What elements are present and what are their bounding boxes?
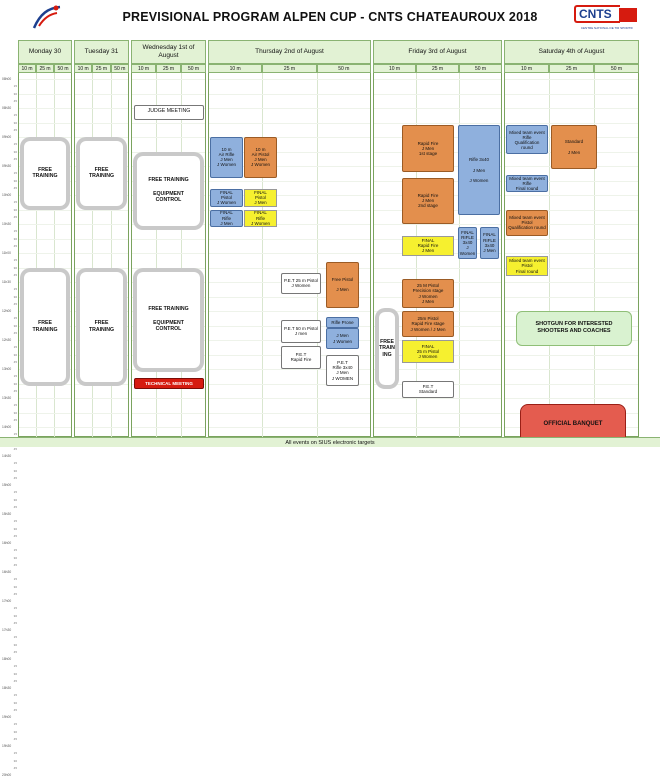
grid-line bbox=[75, 108, 128, 109]
minute-tick: 45 bbox=[13, 417, 17, 422]
grid-line bbox=[132, 79, 205, 80]
range-header: 10 m bbox=[208, 64, 262, 73]
grid-line bbox=[374, 427, 501, 428]
wed-am-block bbox=[133, 152, 204, 230]
minute-tick: 15 bbox=[13, 664, 17, 669]
grid-line bbox=[19, 413, 71, 414]
grid-line bbox=[374, 268, 501, 269]
time-label: 15h00 bbox=[2, 483, 12, 487]
thu-final-pw-block: FINAL Pistol J Women bbox=[210, 189, 243, 206]
time-label: 11h00 bbox=[2, 251, 11, 255]
time-label: 19h00 bbox=[2, 715, 12, 719]
minute-tick: 30 bbox=[13, 671, 17, 676]
grid-line bbox=[75, 253, 128, 254]
grid-line bbox=[374, 123, 501, 124]
day-header: Tuesday 31 bbox=[74, 40, 129, 64]
minute-tick: 45 bbox=[13, 301, 17, 306]
day-header: Saturday 4th of August bbox=[504, 40, 639, 64]
range-header: 25 m bbox=[92, 64, 110, 73]
grid-line bbox=[19, 108, 71, 109]
minute-tick: 15 bbox=[13, 548, 17, 553]
grid-line bbox=[209, 79, 370, 80]
time-label: 18h00 bbox=[2, 657, 12, 661]
minute-tick: 45 bbox=[13, 504, 17, 509]
thu-10m-ar-block: 10 m Air Rifle J Men J Women bbox=[210, 137, 243, 178]
wed-pm-label: FREE TRAINING EQUIPMENT CONTROL bbox=[137, 272, 200, 368]
minute-tick: 15 bbox=[13, 200, 17, 205]
grid-line bbox=[19, 123, 71, 124]
minute-tick: 15 bbox=[13, 287, 17, 292]
thu-pet-rapid-block: P.E.T Rapid Fire bbox=[281, 346, 321, 369]
fri-rapid2-block: Rapid Fire J Men 2nd stage bbox=[402, 178, 454, 224]
grid-line bbox=[132, 94, 205, 95]
minute-tick: 15 bbox=[13, 490, 17, 495]
time-label: 14h00 bbox=[2, 425, 12, 429]
range-divider bbox=[262, 73, 263, 437]
grid-line bbox=[75, 210, 128, 211]
minute-tick: 45 bbox=[13, 214, 17, 219]
fri-final-r-m-block: FINAL RIFLE 3x40 J Men bbox=[480, 227, 499, 259]
day-header: Wednesday 1st of August bbox=[131, 40, 206, 64]
minute-tick: 15 bbox=[13, 142, 17, 147]
fri-rifle3x40-block: Rifle 3x40 J Men J Women bbox=[458, 125, 500, 215]
fri-final-rapid-block: FINAL Rapid Fire J Men bbox=[402, 236, 454, 256]
grid-line bbox=[505, 355, 638, 356]
thu-pet25-block: P.E.T 25 m Pistol J Women bbox=[281, 273, 321, 293]
minute-tick: 30 bbox=[13, 120, 17, 125]
minute-tick: 45 bbox=[13, 359, 17, 364]
grid-line bbox=[75, 79, 128, 80]
grid-line bbox=[209, 108, 370, 109]
time-label: 17h30 bbox=[2, 628, 12, 632]
grid-line bbox=[505, 239, 638, 240]
thu-pet-3x40-block: P.E.T Rifle 3x40 J Men J WOMEN bbox=[326, 355, 359, 387]
thu-10m-ap-block: 10 m Air Pistol J Men J Women bbox=[244, 137, 277, 178]
grid-line bbox=[19, 398, 71, 399]
thu-final-rw-block: FINAL Rifle J Women bbox=[244, 210, 277, 227]
day-header: Monday 30 bbox=[18, 40, 72, 64]
thu-free-pistol-block: Free Pistol J Men bbox=[326, 262, 359, 308]
thu-pet50p-block: P.E.T 50 m Pistol J men bbox=[281, 320, 321, 343]
fri-pet-std-block: P.E.T Standard bbox=[402, 381, 454, 398]
time-label: 15h30 bbox=[2, 512, 12, 516]
tue-am-label: FREE TRAINING bbox=[80, 141, 123, 206]
minute-tick: 15 bbox=[13, 519, 17, 524]
grid-line bbox=[505, 79, 638, 80]
minute-tick: 30 bbox=[13, 236, 17, 241]
grid-line bbox=[209, 427, 370, 428]
minute-tick: 30 bbox=[13, 381, 17, 386]
time-label: 10h30 bbox=[2, 222, 12, 226]
minute-tick: 30 bbox=[13, 497, 17, 502]
grid-line bbox=[505, 369, 638, 370]
minute-tick: 45 bbox=[13, 736, 17, 741]
minute-tick: 15 bbox=[13, 171, 17, 176]
range-header: 50 m bbox=[54, 64, 72, 73]
time-label: 09h30 bbox=[2, 164, 12, 168]
minute-tick: 15 bbox=[13, 461, 17, 466]
minute-tick: 30 bbox=[13, 294, 17, 299]
range-header: 50 m bbox=[594, 64, 639, 73]
minute-tick: 45 bbox=[13, 272, 17, 277]
minute-tick: 45 bbox=[13, 446, 17, 451]
fri-free-block bbox=[375, 308, 399, 389]
minute-tick: 15 bbox=[13, 432, 17, 437]
minute-tick: 15 bbox=[13, 722, 17, 727]
fri-25m-prec-block: 25 M Pistol Precision stage J Women J Men bbox=[402, 279, 454, 308]
tue-pm-block bbox=[76, 268, 127, 387]
range-header: 25 m bbox=[36, 64, 54, 73]
grid-line bbox=[505, 282, 638, 283]
grid-line bbox=[19, 224, 71, 225]
grid-line bbox=[132, 137, 205, 138]
mon-pm-label: FREE TRAINING bbox=[24, 272, 66, 383]
minute-tick: 45 bbox=[13, 475, 17, 480]
range-header: 50 m bbox=[111, 64, 129, 73]
grid-line bbox=[19, 210, 71, 211]
day-header: Friday 3rd of August bbox=[373, 40, 502, 64]
minute-tick: 15 bbox=[13, 577, 17, 582]
minute-tick: 15 bbox=[13, 403, 17, 408]
time-label: 14h30 bbox=[2, 454, 12, 458]
minute-tick: 45 bbox=[13, 678, 17, 683]
time-label: 13h00 bbox=[2, 367, 12, 371]
grid-line bbox=[505, 123, 638, 124]
minute-tick: 30 bbox=[13, 323, 17, 328]
grid-line bbox=[374, 108, 501, 109]
range-header: 10 m bbox=[504, 64, 549, 73]
grid-line bbox=[505, 195, 638, 196]
time-label: 20h00 bbox=[2, 773, 12, 777]
minute-tick: 45 bbox=[13, 98, 17, 103]
minute-tick: 30 bbox=[13, 352, 17, 357]
grid-line bbox=[374, 79, 501, 80]
sat-banquet-block: OFFICIAL BANQUET bbox=[520, 404, 626, 445]
range-divider bbox=[317, 73, 318, 437]
grid-line bbox=[75, 427, 128, 428]
minute-tick: 15 bbox=[13, 374, 17, 379]
grid-line bbox=[505, 398, 638, 399]
minute-tick: 45 bbox=[13, 156, 17, 161]
minute-tick: 45 bbox=[13, 591, 17, 596]
grid-line bbox=[132, 398, 205, 399]
minute-tick: 15 bbox=[13, 606, 17, 611]
time-label: 10h00 bbox=[2, 193, 12, 197]
minute-tick: 30 bbox=[13, 729, 17, 734]
grid-line bbox=[132, 123, 205, 124]
grid-line bbox=[374, 94, 501, 95]
grid-line bbox=[209, 181, 370, 182]
minute-tick: 45 bbox=[13, 649, 17, 654]
sat-mixed-pistol-block: Mixed team event Pistol Qualification round bbox=[506, 210, 548, 236]
grid-line bbox=[374, 398, 501, 399]
grid-line bbox=[19, 79, 71, 80]
grid-line bbox=[505, 297, 638, 298]
grid-line bbox=[209, 311, 370, 312]
time-label: 19h30 bbox=[2, 744, 12, 748]
minute-tick: 15 bbox=[13, 345, 17, 350]
mon-pm-block bbox=[20, 268, 70, 387]
minute-tick: 30 bbox=[13, 468, 17, 473]
range-header: 50 m bbox=[181, 64, 206, 73]
grid-line bbox=[75, 398, 128, 399]
sat-mixed-pistol-final-block: Mixed team event Pistol Final round bbox=[506, 256, 548, 276]
minute-tick: 45 bbox=[13, 533, 17, 538]
thu-prone-men-block: J Men J Women bbox=[326, 328, 359, 348]
time-label: 16h00 bbox=[2, 541, 12, 545]
minute-tick: 15 bbox=[13, 316, 17, 321]
grid-line bbox=[209, 398, 370, 399]
time-label: 12h30 bbox=[2, 338, 12, 342]
grid-line bbox=[75, 123, 128, 124]
minute-tick: 30 bbox=[13, 642, 17, 647]
sat-shotgun-block: SHOTGUN FOR INTERESTED SHOOTERS AND COACHES bbox=[516, 311, 632, 346]
grid-line bbox=[132, 239, 205, 240]
footer-note: All events on SIUS electronic targets bbox=[0, 437, 660, 447]
minute-tick: 45 bbox=[13, 765, 17, 770]
time-label: 12h00 bbox=[2, 309, 12, 313]
range-header: 10 m bbox=[131, 64, 156, 73]
minute-tick: 30 bbox=[13, 410, 17, 415]
grid-line bbox=[209, 239, 370, 240]
minute-tick: 45 bbox=[13, 243, 17, 248]
minute-tick: 45 bbox=[13, 620, 17, 625]
range-header: 10 m bbox=[18, 64, 36, 73]
grid-line bbox=[209, 123, 370, 124]
fri-25m-rapid-block: 25m Pistol Rapid Fire stage J Women / J Men bbox=[402, 311, 454, 337]
mon-am-block bbox=[20, 137, 70, 210]
range-header: 25 m bbox=[156, 64, 181, 73]
minute-tick: 45 bbox=[13, 127, 17, 132]
sat-standard-block: Standard J Men bbox=[551, 125, 597, 169]
time-label: 18h30 bbox=[2, 686, 12, 690]
minute-tick: 45 bbox=[13, 185, 17, 190]
thu-final-pm-block: FINAL Pistol J Men bbox=[244, 189, 277, 206]
range-header: 50 m bbox=[317, 64, 371, 73]
minute-tick: 15 bbox=[13, 229, 17, 234]
page-title: PREVISIONAL PROGRAM ALPEN CUP - CNTS CHATEAUROUX 2018 bbox=[122, 10, 538, 24]
minute-tick: 45 bbox=[13, 707, 17, 712]
minute-tick: 15 bbox=[13, 84, 17, 89]
grid-line bbox=[75, 413, 128, 414]
sat-mixed-rifle-final-block: Mixed team event Rifle Final round bbox=[506, 175, 548, 192]
minute-tick: 15 bbox=[13, 693, 17, 698]
tue-am-block bbox=[76, 137, 127, 210]
grid-line bbox=[19, 427, 71, 428]
minute-tick: 30 bbox=[13, 526, 17, 531]
minute-tick: 45 bbox=[13, 330, 17, 335]
range-header: 50 m bbox=[459, 64, 502, 73]
fri-free-label: FREE TRAIN ING bbox=[379, 312, 395, 385]
time-label: 17h00 bbox=[2, 599, 12, 603]
range-header: 10 m bbox=[373, 64, 416, 73]
grid-line bbox=[19, 253, 71, 254]
minute-tick: 30 bbox=[13, 555, 17, 560]
grid-line bbox=[19, 239, 71, 240]
range-header: 25 m bbox=[549, 64, 594, 73]
minute-tick: 15 bbox=[13, 751, 17, 756]
minute-tick: 15 bbox=[13, 635, 17, 640]
wed-am-label: FREE TRAINING EQUIPMENT CONTROL bbox=[137, 156, 200, 226]
minute-tick: 30 bbox=[13, 700, 17, 705]
range-divider bbox=[549, 73, 550, 437]
minute-tick: 15 bbox=[13, 258, 17, 263]
grid-line bbox=[209, 94, 370, 95]
thu-rifle-prone-block: Rifle Prone bbox=[326, 317, 359, 329]
minute-tick: 30 bbox=[13, 265, 17, 270]
grid-line bbox=[374, 224, 501, 225]
tue-pm-label: FREE TRAINING bbox=[80, 272, 123, 383]
minute-tick: 30 bbox=[13, 584, 17, 589]
fri-final-r-w-block: FINAL RIFLE 3x40 J Women bbox=[458, 227, 477, 259]
minute-tick: 30 bbox=[13, 758, 17, 763]
sat-mixed-rifle-block: Mixed team event Rifle Qualification round bbox=[506, 125, 548, 154]
grid-line bbox=[505, 384, 638, 385]
grid-line bbox=[505, 94, 638, 95]
grid-line bbox=[132, 427, 205, 428]
mon-am-label: FREE TRAINING bbox=[24, 141, 66, 206]
time-label: 11h30 bbox=[2, 280, 11, 284]
minute-tick: 30 bbox=[13, 91, 17, 96]
wed-pm-block bbox=[133, 268, 204, 372]
grid-line bbox=[75, 94, 128, 95]
time-label: 09h00 bbox=[2, 135, 12, 139]
grid-line bbox=[505, 108, 638, 109]
time-label: 13h30 bbox=[2, 396, 12, 400]
grid-line bbox=[505, 253, 638, 254]
minute-tick: 30 bbox=[13, 149, 17, 154]
grid-line bbox=[19, 94, 71, 95]
range-header: 25 m bbox=[262, 64, 316, 73]
cnts-logo bbox=[574, 5, 640, 33]
grid-line bbox=[132, 413, 205, 414]
range-header: 25 m bbox=[416, 64, 459, 73]
minute-tick: 30 bbox=[13, 178, 17, 183]
grid-line bbox=[374, 413, 501, 414]
time-label: 08h30 bbox=[2, 106, 12, 110]
cnts-logo-text: CNTS bbox=[579, 7, 612, 21]
time-label: 16h30 bbox=[2, 570, 12, 574]
wed-judge-block: JUDGE MEETING bbox=[134, 105, 204, 120]
day-header: Thursday 2nd of August bbox=[208, 40, 371, 64]
cnts-logo-tagline: CENTRE NATIONAL DE TIR SPORTIF bbox=[580, 26, 634, 30]
fri-final-25-block: FINAL 25 m Pistol J Women bbox=[402, 340, 454, 363]
thu-final-rm-block: FINAL Rifle J Men bbox=[210, 210, 243, 227]
minute-tick: 45 bbox=[13, 562, 17, 567]
ffts-logo bbox=[30, 4, 64, 32]
grid-line bbox=[132, 253, 205, 254]
fri-rapid1-block: Rapid Fire J Men 1st stage bbox=[402, 125, 454, 171]
range-header: 10 m bbox=[74, 64, 92, 73]
grid-line bbox=[209, 413, 370, 414]
wed-tech-block: TECHNICAL MEETING bbox=[134, 378, 204, 390]
time-label: 08h00 bbox=[2, 77, 12, 81]
minute-tick: 30 bbox=[13, 207, 17, 212]
grid-line bbox=[75, 239, 128, 240]
minute-tick: 30 bbox=[13, 613, 17, 618]
minute-tick: 15 bbox=[13, 113, 17, 118]
grid-line bbox=[75, 224, 128, 225]
minute-tick: 45 bbox=[13, 388, 17, 393]
grid-line bbox=[209, 253, 370, 254]
